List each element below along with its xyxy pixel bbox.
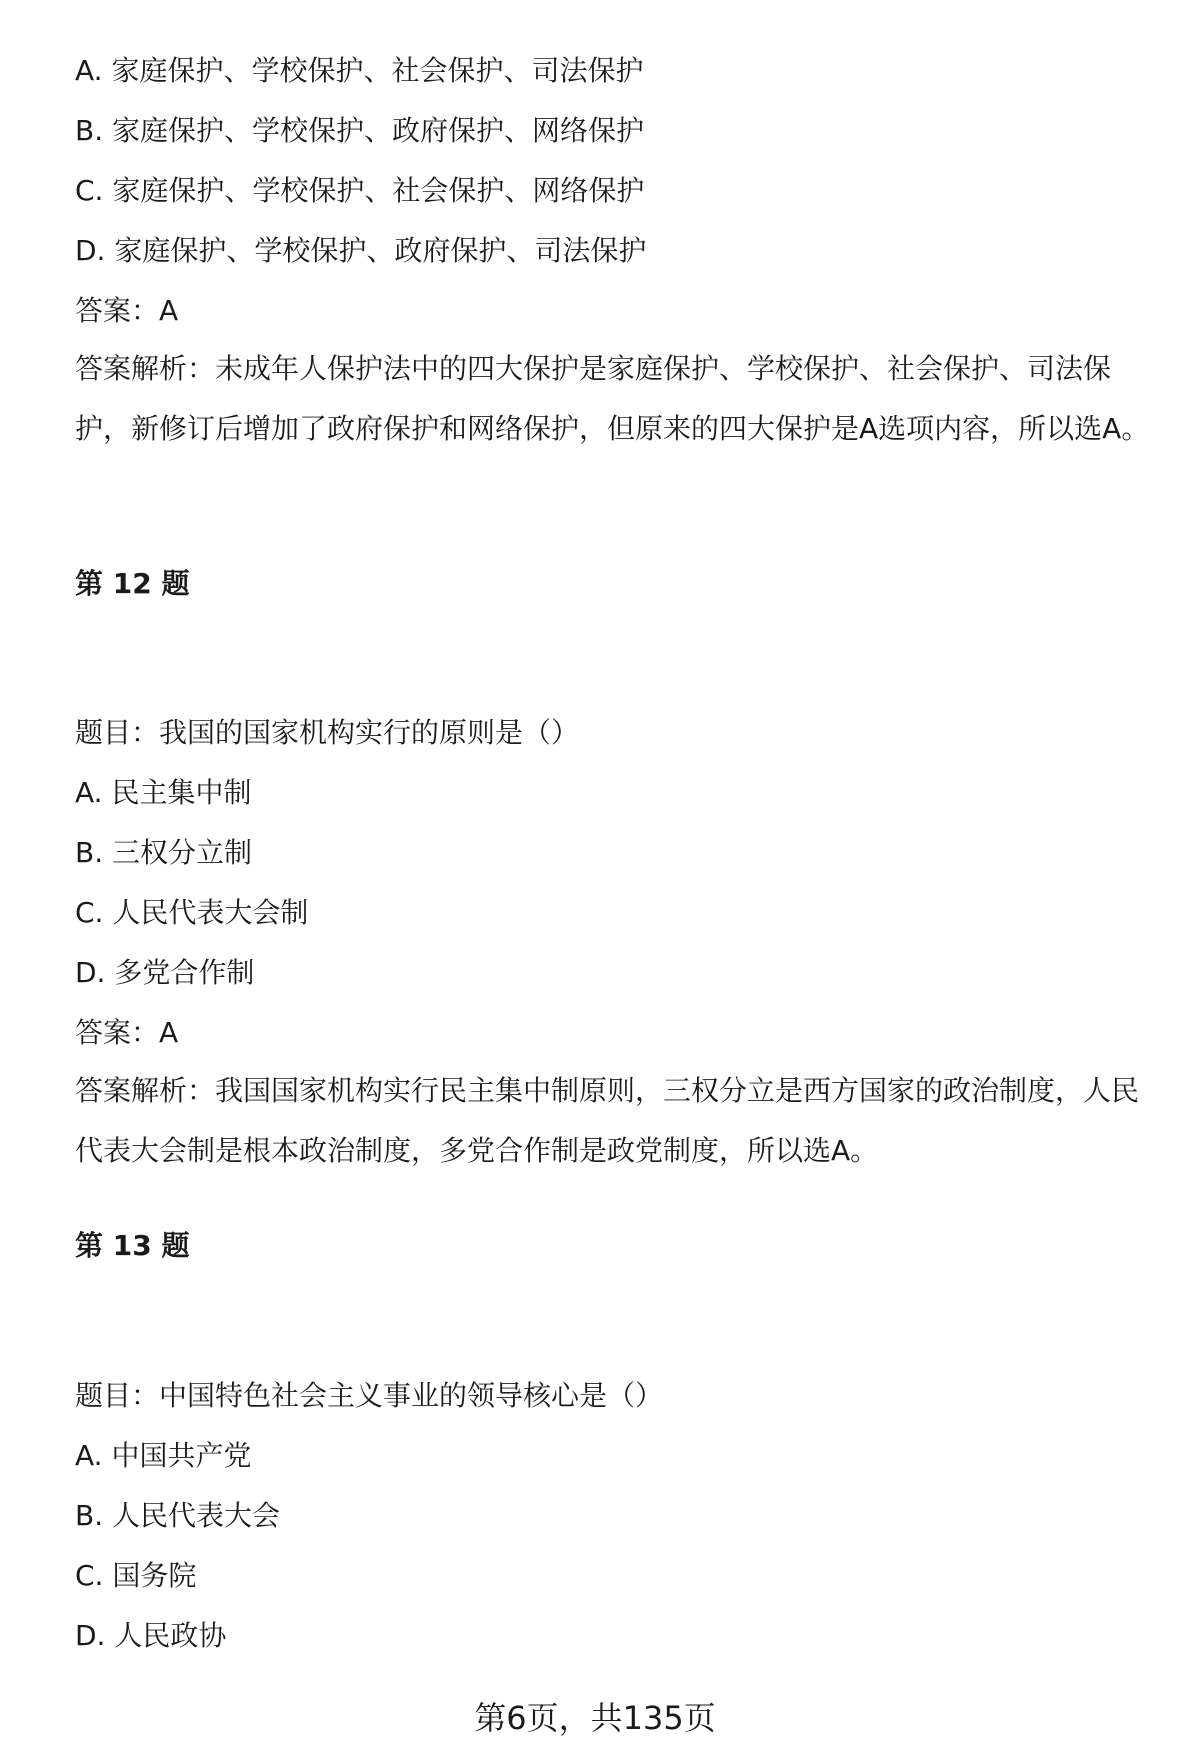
page-footer: 第6页，共135页 [474, 1699, 716, 1737]
prev-answer: 答案：A [75, 294, 179, 327]
q12-option-d: D. 多党合作制 [75, 956, 255, 989]
prev-analysis: 答案解析：未成年人保护法中的四大保护是家庭保护、学校保护、社会保护、司法保护，新修订后增加了政府保护和网络保护，但原来的四大保护是A选项内容，所以选A。 [75, 352, 1150, 445]
prev-option-b: B. 家庭保护、学校保护、政府保护、网络保护 [75, 114, 645, 147]
q12-question: 题目：我国的国家机构实行的原则是（） [75, 716, 580, 749]
q12-option-c: C. 人民代表大会制 [75, 896, 309, 929]
q12-analysis: 答案解析：我国国家机构实行民主集中制原则，三权分立是西方国家的政治制度，人民代表大会制是根本政治制度，多党合作制是政党制度，所以选A。 [75, 1074, 1140, 1167]
q13-question: 题目：中国特色社会主义事业的领导核心是（） [75, 1379, 664, 1412]
q12-option-a: A. 民主集中制 [75, 776, 252, 809]
q13-option-b: B. 人民代表大会 [75, 1499, 281, 1532]
prev-option-a: A. 家庭保护、学校保护、社会保护、司法保护 [75, 54, 644, 87]
q13-option-c: C. 国务院 [75, 1559, 197, 1592]
q12-answer: 答案：A [75, 1016, 179, 1049]
prev-option-c: C. 家庭保护、学校保护、社会保护、网络保护 [75, 174, 645, 207]
q13-option-d: D. 人民政协 [75, 1619, 227, 1652]
prev-option-d: D. 家庭保护、学校保护、政府保护、司法保护 [75, 234, 647, 267]
q12-heading: 第 12 题 [75, 567, 190, 600]
q13-option-a: A. 中国共产党 [75, 1439, 252, 1472]
q12-option-b: B. 三权分立制 [75, 836, 253, 869]
q13-heading: 第 13 题 [75, 1229, 190, 1262]
